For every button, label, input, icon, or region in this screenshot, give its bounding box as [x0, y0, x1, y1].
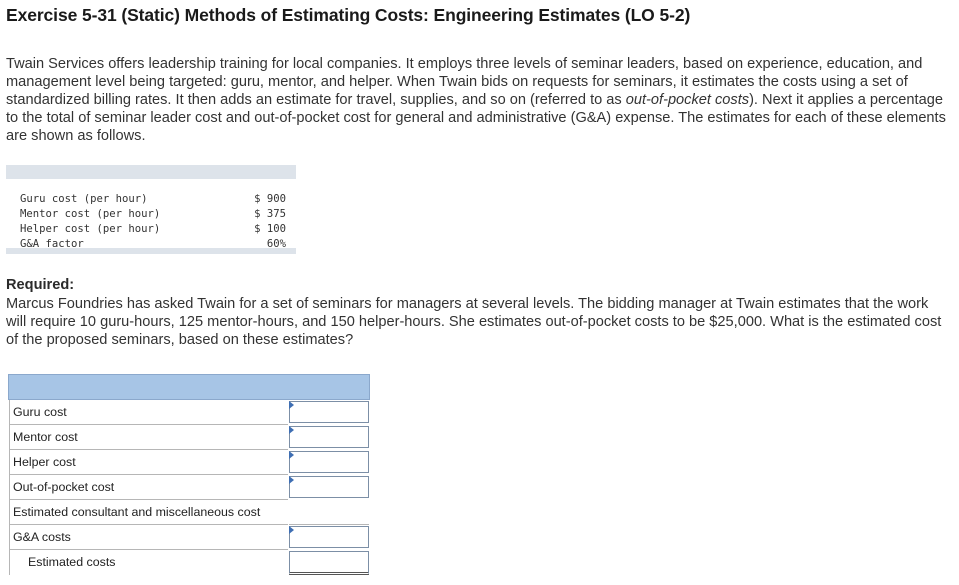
input-marker-icon — [289, 476, 294, 484]
guru-cost-input[interactable] — [289, 401, 369, 423]
answer-row-mentor — [8, 425, 370, 450]
empty-cell — [289, 500, 369, 525]
given-value: 60% — [266, 238, 286, 250]
given-value: $ 100 — [254, 223, 286, 235]
given-data-table — [6, 165, 296, 254]
answer-table-header — [8, 374, 370, 400]
answer-row-guru — [8, 400, 370, 425]
intro-paragraph — [6, 55, 951, 145]
intro-text-2: ). Next it applies a percentage to the total of seminar leader cost and out-of-pocket cost for general and administrative (G&A) expense. The estimates for each of these elements are shown as follows. — [6, 92, 946, 144]
row-label: Estimated costs — [9, 550, 288, 575]
given-value: $ 900 — [254, 193, 286, 205]
given-label: Helper cost (per hour) — [20, 223, 161, 235]
given-row — [20, 238, 292, 253]
answer-table — [8, 374, 370, 577]
given-value: $ 375 — [254, 208, 286, 220]
out-of-pocket-cost-input[interactable] — [289, 476, 369, 498]
input-marker-icon — [289, 451, 294, 459]
input-marker-icon — [289, 526, 294, 534]
exercise-title: Exercise 5-31 (Static) Methods of Estimating Costs: Engineering Estimates (LO 5-2) — [6, 5, 691, 25]
row-label: Out-of-pocket cost — [9, 475, 288, 500]
given-label: G&A factor — [20, 238, 84, 250]
row-label: Helper cost — [9, 450, 288, 475]
answer-row-ga — [8, 525, 370, 550]
estimated-costs-input[interactable] — [289, 551, 369, 575]
mentor-cost-input[interactable] — [289, 426, 369, 448]
given-row — [20, 208, 292, 223]
required-text: Marcus Foundries has asked Twain for a set of seminars for managers at several levels. The bidding manager at Twain estimates that the work will require 10 guru-hours, 125 mentor-hours, and 150 helper-hours. She estimates out-of-pocket costs to be $25,000. What is the estimated cost of the proposed seminars, based on these estimates? — [6, 296, 942, 348]
helper-cost-input[interactable] — [289, 451, 369, 473]
given-label: Mentor cost (per hour) — [20, 208, 161, 220]
required-heading: Required: — [6, 277, 75, 293]
intro-text-1: Twain Services offers leadership training for local companies. It employs three levels of seminar leaders, based on experience, education, and management level being targeted: guru, mentor, and helper. When Twain bids on requests for seminars, it estimates the costs using a set of standardized billing rates. It then adds an estimate for travel, supplies, and so on (referred to as — [6, 56, 923, 108]
row-label: Estimated consultant and miscellaneous cost — [9, 500, 288, 525]
given-label: Guru cost (per hour) — [20, 193, 148, 205]
answer-row-out-of-pocket — [8, 475, 370, 500]
ga-costs-input[interactable] — [289, 526, 369, 548]
row-label: G&A costs — [9, 525, 288, 550]
given-row — [20, 223, 292, 238]
given-row — [20, 193, 292, 208]
answer-row-helper — [8, 450, 370, 475]
answer-row-consultant-misc — [8, 500, 370, 525]
input-marker-icon — [289, 401, 294, 409]
row-label: Mentor cost — [9, 425, 288, 450]
answer-row-total — [8, 550, 370, 575]
intro-italic-term: out-of-pocket costs — [625, 92, 750, 108]
input-marker-icon — [289, 426, 294, 434]
row-label: Guru cost — [9, 400, 288, 425]
